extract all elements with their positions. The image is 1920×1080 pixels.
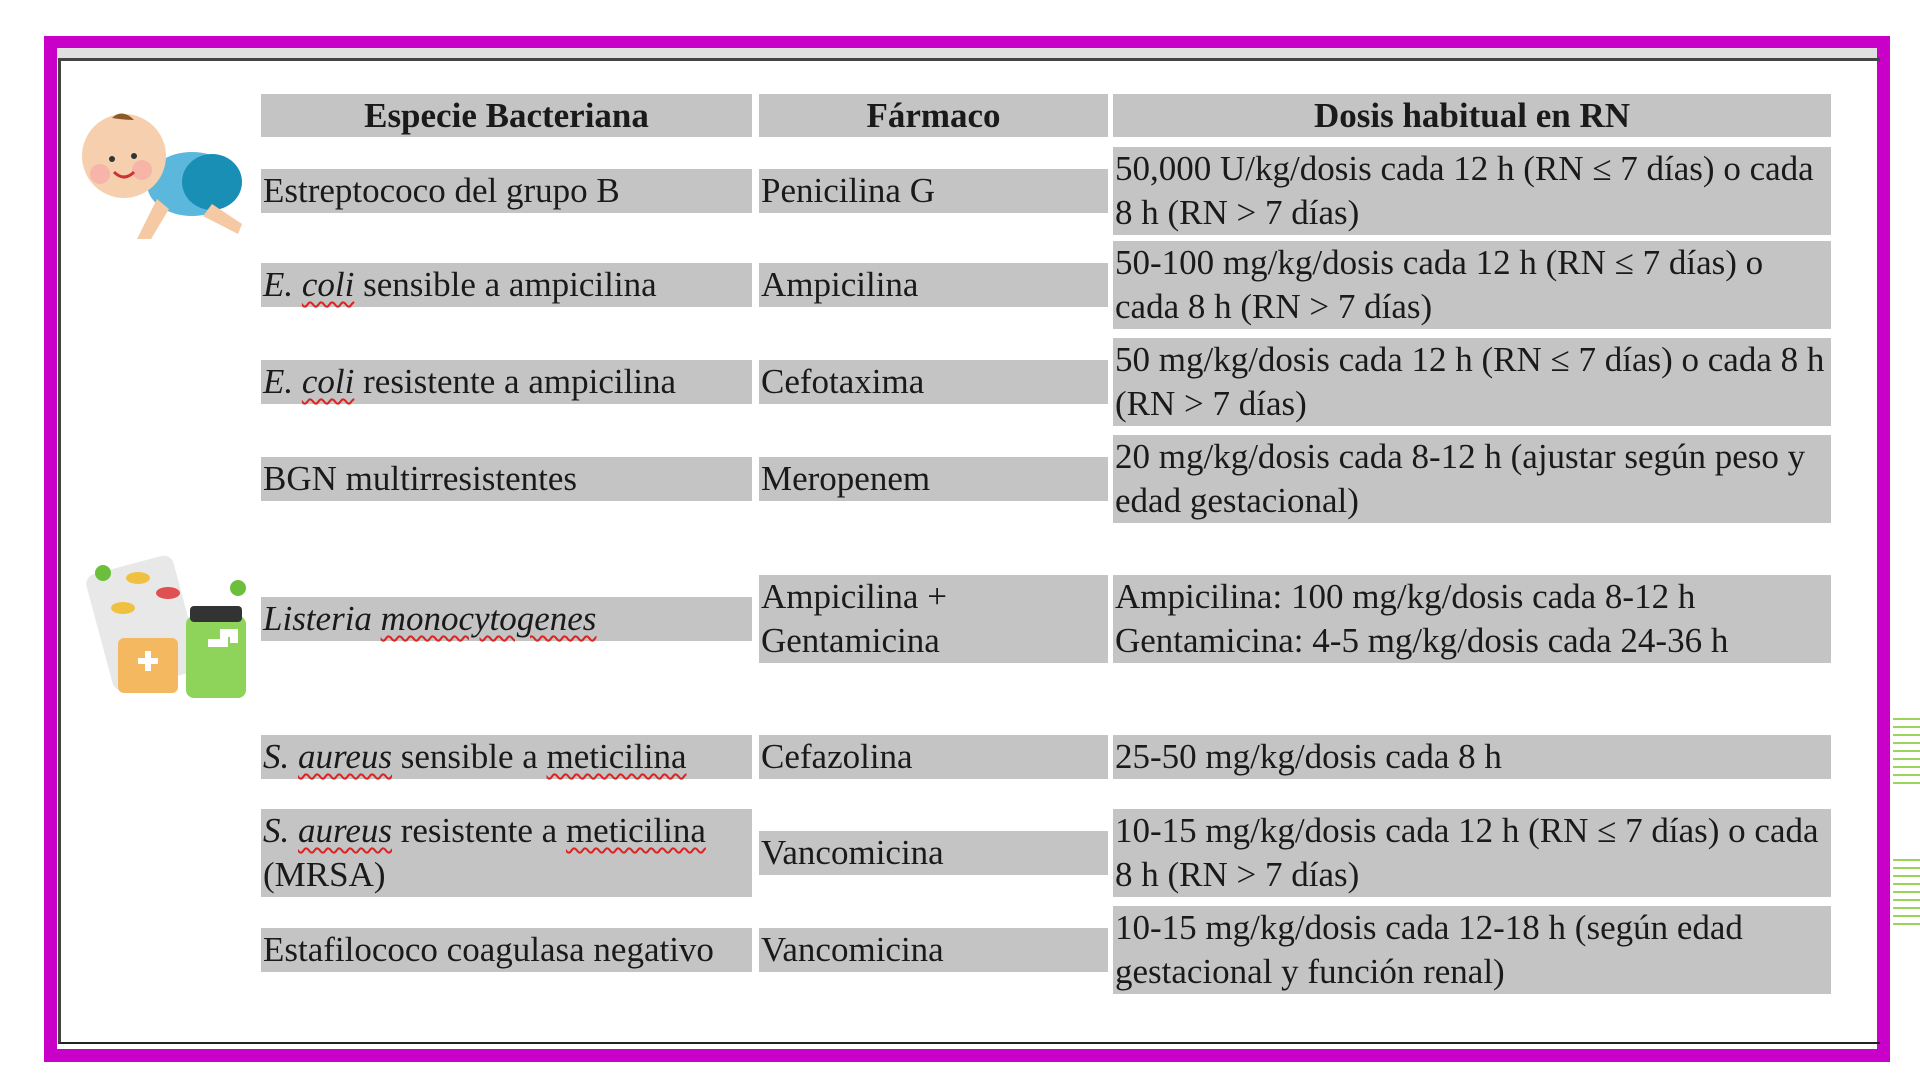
table-header-row	[261, 94, 1831, 137]
species-cell: Estreptococo del grupo B	[261, 169, 752, 213]
medicine-illustration-icon	[78, 548, 258, 708]
dose-cell: 50,000 U/kg/dosis cada 12 h (RN ≤ 7 días) o cada 8 h (RN > 7 días)	[1113, 147, 1831, 235]
drug-cell: Meropenem	[759, 457, 1108, 501]
drug-cell: Penicilina G	[759, 169, 1108, 213]
baby-illustration-icon	[62, 104, 282, 254]
species-cell: Estafilococo coagulasa negativo	[261, 928, 752, 972]
dose-cell: 50-100 mg/kg/dosis cada 12 h (RN ≤ 7 días) o cada 8 h (RN > 7 días)	[1113, 241, 1831, 329]
header-dose: Dosis habitual en RN	[1113, 94, 1831, 137]
dose-cell: 50 mg/kg/dosis cada 12 h (RN ≤ 7 días) o cada 8 h (RN > 7 días)	[1113, 338, 1831, 426]
dose-cell: 10-15 mg/kg/dosis cada 12-18 h (según edad gestacional y función renal)	[1113, 906, 1831, 994]
dose-cell: 10-15 mg/kg/dosis cada 12 h (RN ≤ 7 días) o cada 8 h (RN > 7 días)	[1113, 809, 1831, 897]
drug-cell: Cefazolina	[759, 735, 1108, 779]
dose-cell: Ampicilina: 100 mg/kg/dosis cada 8-12 h Gentamicina: 4-5 mg/kg/dosis cada 24-36 h	[1113, 575, 1831, 663]
table-row	[261, 434, 1831, 524]
table-row	[261, 241, 1831, 329]
species-cell: Listeria monocytogenes	[261, 597, 752, 641]
decorative-stripes	[1893, 712, 1920, 787]
table-row	[261, 147, 1831, 235]
table-row	[261, 713, 1831, 801]
drug-cell: Ampicilina	[759, 263, 1108, 307]
species-cell: S. aureus resistente a meticilina (MRSA)	[261, 809, 752, 897]
table-row	[261, 906, 1831, 994]
table-row	[261, 338, 1831, 426]
header-drug: Fármaco	[759, 94, 1108, 137]
dose-cell: 20 mg/kg/dosis cada 8-12 h (ajustar según peso y edad gestacional)	[1113, 435, 1831, 523]
drug-cell: Vancomicina	[759, 928, 1108, 972]
table-row	[261, 809, 1831, 897]
header-species: Especie Bacteriana	[261, 94, 752, 137]
drug-cell: Vancomicina	[759, 831, 1108, 875]
drug-cell: Ampicilina + Gentamicina	[759, 575, 1108, 663]
decorative-stripes	[1893, 853, 1920, 928]
species-cell: BGN multirresistentes	[261, 457, 752, 501]
table-row	[261, 531, 1831, 707]
species-cell: E. coli resistente a ampicilina	[261, 360, 752, 404]
species-cell: S. aureus sensible a meticilina	[261, 735, 752, 779]
dose-cell: 25-50 mg/kg/dosis cada 8 h	[1113, 735, 1831, 779]
drug-cell: Cefotaxima	[759, 360, 1108, 404]
species-cell: E. coli sensible a ampicilina	[261, 263, 752, 307]
